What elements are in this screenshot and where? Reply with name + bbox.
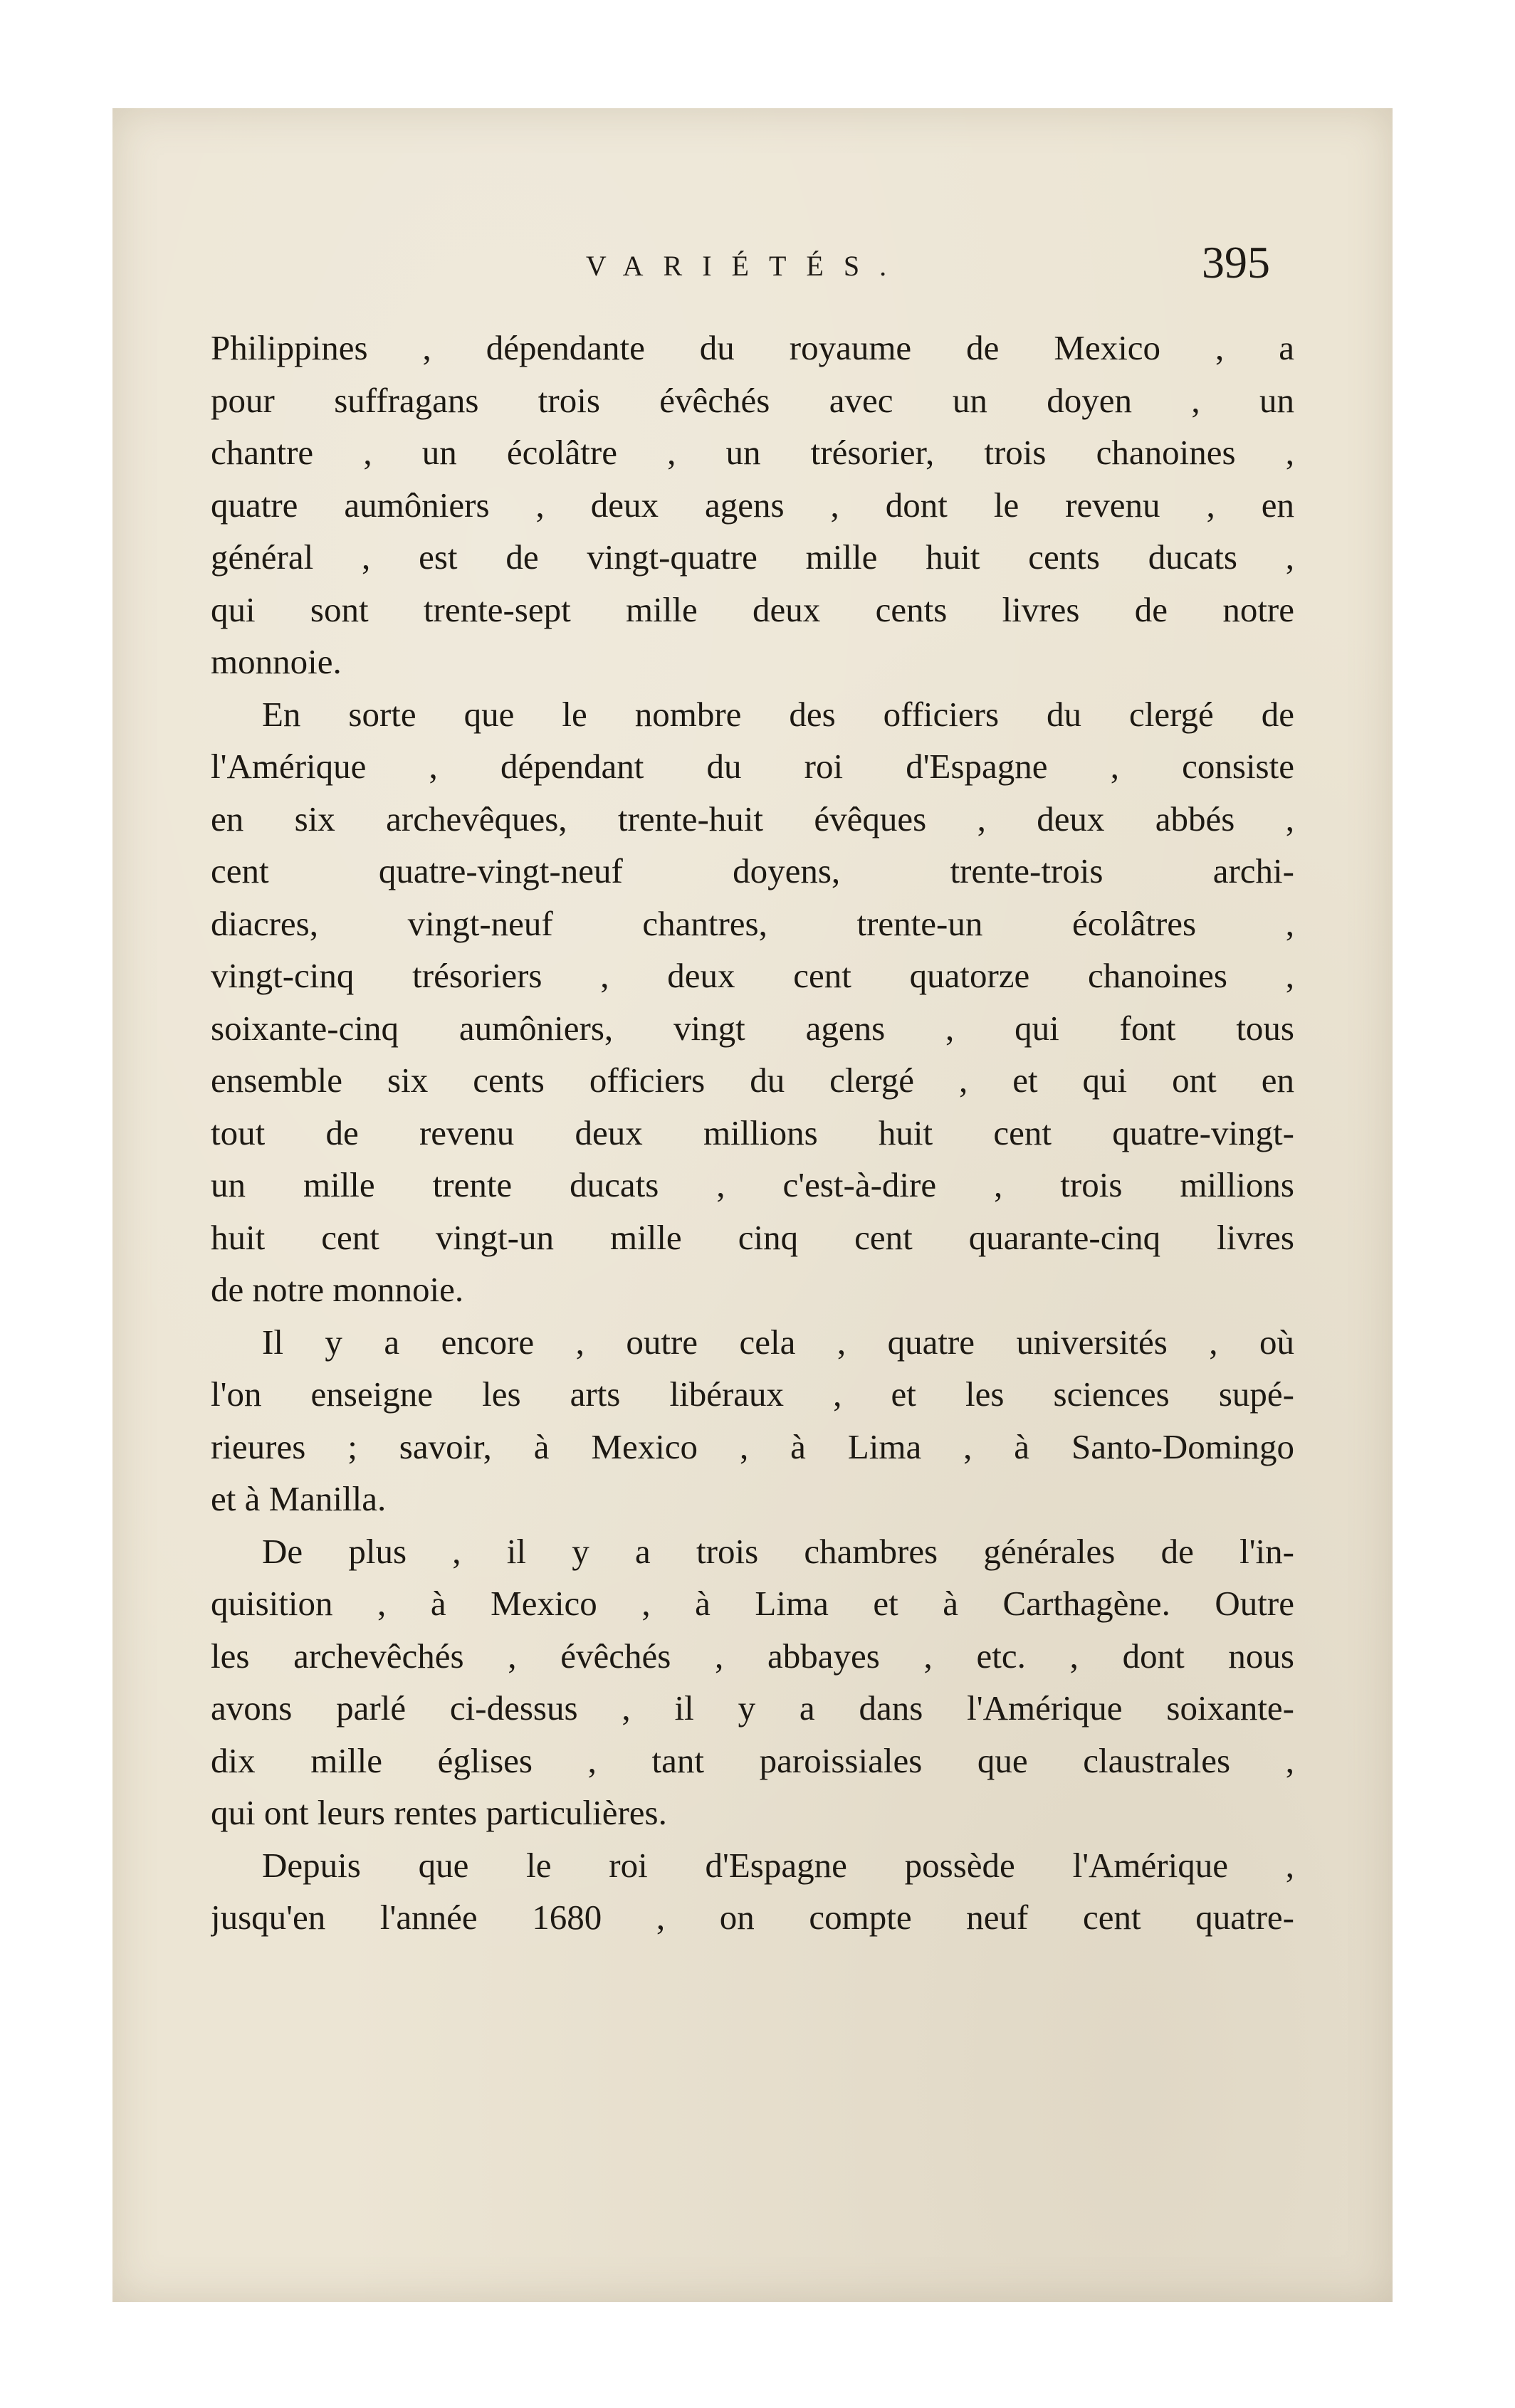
text-line: l'Amérique , dépendant du roi d'Espagne , consiste [211, 747, 1294, 786]
text-line: quatre aumôniers , deux agens , dont le revenu , en [211, 485, 1294, 525]
running-title: VARIÉTÉS. [585, 250, 907, 282]
text-line: les archevêchés , évêchés , abbayes , etc. , dont nous [211, 1636, 1294, 1676]
text-line: quisition , à Mexico , à Lima et à Carthagène. Outre [211, 1584, 1294, 1623]
text-line: et à Manilla. [211, 1479, 387, 1518]
page-number: 395 [1202, 237, 1270, 288]
text-line: chantre , un écolâtre , un trésorier, trois chanoines , [211, 433, 1294, 472]
body-text [211, 322, 1294, 1944]
text-line: qui sont trente-sept mille deux cents livres de notre [211, 589, 1294, 629]
text-line: pour suffragans trois évêchés avec un doyen , un [211, 380, 1294, 420]
text-line: de notre monnoie. [211, 1270, 464, 1309]
text-line: diacres, vingt-neuf chantres, trente-un écolâtres , [211, 903, 1294, 943]
text-line: un mille trente ducats , c'est-à-dire , trois millions [211, 1165, 1294, 1204]
text-line: huit cent vingt-un mille cinq cent quarante-cinq livres [211, 1217, 1294, 1257]
paragraph-start-line: En sorte que le nombre des officiers du clergé de [262, 694, 1294, 734]
paragraph-start-line: De plus , il y a trois chambres générales de l'in- [262, 1531, 1294, 1571]
scanned-page [112, 108, 1393, 2302]
text-line: qui ont leurs rentes particulières. [211, 1793, 667, 1832]
text-line: cent quatre-vingt-neuf doyens, trente-trois archi- [211, 851, 1294, 890]
text-line: ensemble six cents officiers du clergé , et qui ont en [211, 1061, 1294, 1100]
text-line: rieures ; savoir, à Mexico , à Lima , à Santo-Domingo [211, 1426, 1294, 1466]
text-line: avons parlé ci-dessus , il y a dans l'Amérique soixante- [211, 1688, 1294, 1728]
paragraph-start-line: Il y a encore , outre cela , quatre universités , où [262, 1322, 1294, 1362]
text-line: tout de revenu deux millions huit cent quatre-vingt- [211, 1113, 1294, 1152]
text-line: vingt-cinq trésoriers , deux cent quatorze chanoines , [211, 956, 1294, 995]
paragraph-start-line: Depuis que le roi d'Espagne possède l'Amérique , [262, 1845, 1294, 1885]
text-line: soixante-cinq aumôniers, vingt agens , qui font tous [211, 1008, 1294, 1048]
text-line: en six archevêques, trente-huit évêques , deux abbés , [211, 799, 1294, 838]
text-line: dix mille églises , tant paroissiales que claustrales , [211, 1740, 1294, 1780]
text-line: Philippines , dépendante du royaume de Mexico , a [211, 328, 1294, 367]
text-line: l'on enseigne les arts libéraux , et les sciences supé- [211, 1374, 1294, 1414]
text-line: général , est de vingt-quatre mille huit cents ducats , [211, 537, 1294, 577]
text-line: monnoie. [211, 642, 342, 681]
text-line: jusqu'en l'année 1680 , on compte neuf cent quatre- [211, 1898, 1294, 1937]
